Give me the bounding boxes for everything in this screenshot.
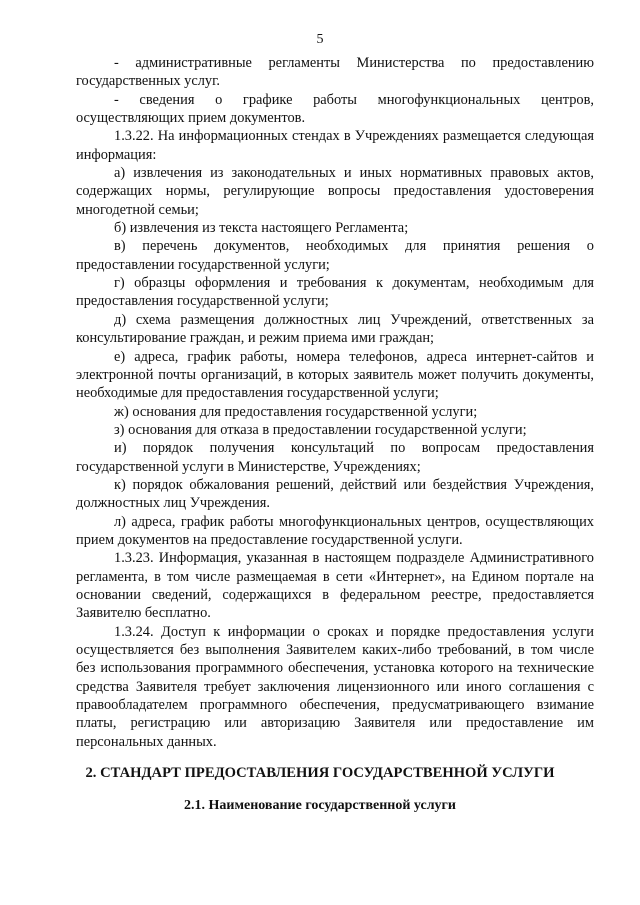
subsection-heading: 2.1. Наименование государственной услуги [184,798,456,813]
list-item-g: г) образцы оформления и требования к документам, необходимым для предоставления государственной услуги; [76,275,594,310]
body-text [76,54,594,751]
list-item-e: е) адреса, график работы, номера телефонов, адреса интернет-сайтов и электронной почты организаций, в которых заявитель может получить документы, необходимые для предоставления государственной услуги; [76,348,594,402]
list-item-zh: ж) основания для предоставления государственной услуги; [114,403,478,420]
paragraph-1-3-24: 1.3.24. Доступ к информации о сроках и порядке предоставления услуги осуществляется без выполнения Заявителем каких-либо требований, в том числе без использования программного обеспечения, установка которого на технические средства Заявителя требует заключения лицензионного или иного соглашения с правообладателем программного обеспечения, предусматривающего взимание платы, регистрацию или авторизацию Заявителя или предоставление им персональных данных. [76,623,594,750]
page-number: 5 [316,32,324,47]
paragraph-regulations: - административные регламенты Министерства по предоставлению государственных услуг. [76,55,594,90]
list-item-d: д) схема размещения должностных лиц Учреждений, ответственных за консультирование граждан, и режим приема ими граждан; [76,311,594,347]
list-item-i: и) порядок получения консультаций по вопросам предоставления государственной услуги в Министерстве, Учреждениях; [76,440,594,475]
list-item-l: л) адреса, график работы многофункциональных центров, осуществляющих прием документов на предоставление государственной услуги. [76,513,594,548]
section-heading: 2. СТАНДАРТ ПРЕДОСТАВЛЕНИЯ ГОСУДАРСТВЕННОЙ УСЛУГИ [85,765,555,781]
list-item-v: в) перечень документов, необходимых для принятия решения о предоставлении государственной услуги; [76,238,594,273]
list-item-k: к) порядок обжалования решений, действий или бездействия Учреждения, должностных лиц Учреждения. [76,476,594,512]
list-item-z: з) основания для отказа в предоставлении государственной услуги; [114,421,527,438]
list-item-a: а) извлечения из законодательных и иных нормативных правовых актов, содержащих нормы, регулирующие вопросы предоставления удостоверения многодетной семьи; [76,165,594,218]
paragraph-1-3-23: 1.3.23. Информация, указанная в настоящем подразделе Административного регламента, в том числе размещаемая в сети «Интернет», на Едином портале на основании сведений, содержащихся в федеральном реестре, предоставляется Заявителю бесплатно. [76,550,594,622]
paragraph-1-3-22: 1.3.22. На информационных стендах в Учреждениях размещается следующая информация: [76,128,594,163]
paragraph-mfc-schedule: - сведения о графике работы многофункциональных центров, осуществляющих прием документов. [76,91,594,127]
list-item-b: б) извлечения из текста настоящего Регламента; [114,220,409,237]
